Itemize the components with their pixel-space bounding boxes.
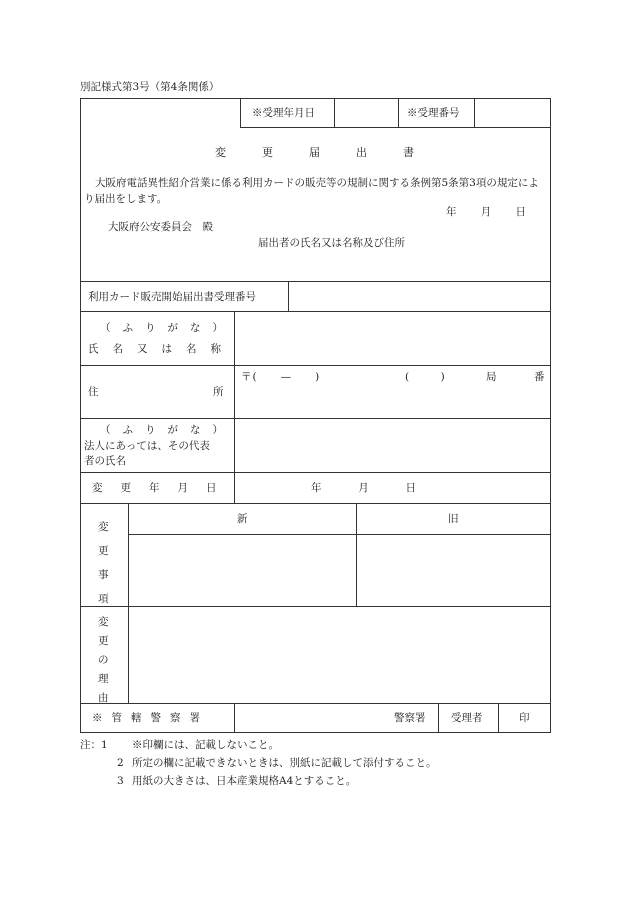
phone-ban-label: 番 (534, 371, 545, 383)
police-station-suffix: 警察署 (394, 712, 426, 724)
change-items-label: 変更事項 (98, 521, 109, 605)
new-value-field[interactable] (129, 535, 355, 605)
change-reason-label: 変更の理由 (98, 616, 109, 704)
rep-furigana-label: （ふりがな） (100, 424, 235, 436)
change-date-label: 変更年月日 (92, 482, 235, 494)
seal-field[interactable] (499, 704, 549, 732)
rep-label-line1: 法人にあっては、その代表 (84, 440, 210, 452)
document-title: 変更届出書 (215, 146, 450, 159)
year-label: 年 (446, 206, 457, 218)
receiver-label: 受理者 (451, 712, 483, 724)
police-station-label: ※管轄警察署 (92, 712, 209, 724)
address-field[interactable] (235, 366, 549, 417)
rep-label-line2: 者の氏名 (84, 455, 126, 467)
old-label: 旧 (448, 513, 459, 525)
change-date-field[interactable] (311, 483, 416, 494)
phone-area-code: ( ) (405, 371, 445, 383)
receipt-date-field[interactable] (335, 99, 397, 127)
change-month-label: 月 (358, 482, 369, 494)
note-1: ※印欄には、記載しないこと。 (132, 739, 279, 751)
change-year-label: 年 (311, 482, 322, 494)
note-3-number: 3 (117, 775, 124, 787)
note-2-number: 2 (117, 757, 124, 769)
receipt-number-field[interactable] (475, 99, 549, 127)
new-label: 新 (237, 513, 248, 525)
furigana-label: （ふりがな） (100, 322, 235, 334)
postal-code: 〒( — ) (241, 371, 321, 383)
seal-label: 印 (519, 712, 530, 724)
card-start-number-field[interactable] (289, 282, 549, 310)
old-value-field[interactable] (357, 535, 549, 605)
month-label: 月 (480, 206, 492, 218)
addressee: 大阪府公安委員会 殿 (108, 221, 213, 233)
day-label: 日 (515, 206, 526, 218)
note-3: 用紙の大きさは、日本産業規格A4とすること。 (132, 775, 357, 787)
representative-field[interactable] (235, 419, 549, 471)
receipt-number-label: ※受理番号 (407, 107, 460, 119)
note-prefix: 注：1 (80, 739, 108, 751)
address-label-left: 住 (88, 386, 99, 398)
submission-date[interactable] (446, 207, 526, 218)
note-2: 所定の欄に記載できないときは、別紙に記載して添付すること。 (132, 757, 437, 769)
card-start-number-label: 利用カード販売開始届出書受理番号 (88, 291, 256, 303)
notifier-label: 届出者の氏名又は名称及び住所 (258, 237, 405, 249)
change-day-label: 日 (405, 482, 416, 494)
name-field[interactable] (235, 312, 549, 364)
name-label: 氏名又は名称 (88, 343, 235, 355)
form-number-label: 別記様式第3号（第4条関係） (80, 81, 220, 93)
address-label-right: 所 (213, 386, 224, 398)
phone-kyoku-label: 局 (486, 371, 497, 383)
declaration-paragraph: 大阪府電話異性紹介営業に係る利用カードの販売等の規制に関する条例第5条第3項の規定により届出をします。 (84, 177, 539, 205)
change-reason-field[interactable] (129, 607, 549, 702)
receipt-date-label: ※受理年月日 (252, 107, 315, 119)
